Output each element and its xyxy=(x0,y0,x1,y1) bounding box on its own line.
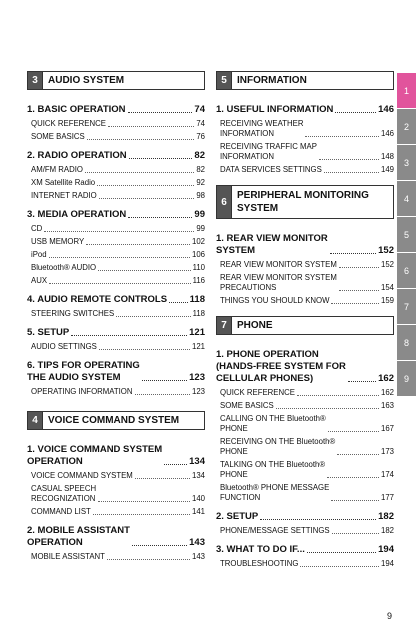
toc-right-column xyxy=(216,71,394,569)
section-number: 7 xyxy=(217,317,231,334)
toc-subentry-label: COMMAND LIST xyxy=(31,507,91,516)
dot-leader xyxy=(260,519,376,520)
toc-entry-page: 146 xyxy=(378,104,394,115)
toc-subentry-page: 163 xyxy=(380,401,394,410)
toc-subentry[interactable] xyxy=(27,191,205,201)
toc-subentry-page: 143 xyxy=(191,552,205,561)
toc-left-column xyxy=(27,71,205,562)
dot-leader xyxy=(86,244,190,245)
toc-subentry-label: QUICK REFERENCE xyxy=(31,119,106,128)
dot-leader xyxy=(330,253,376,254)
toc-subentry[interactable] xyxy=(27,178,205,188)
dot-leader xyxy=(99,349,190,350)
toc-entry-page: 152 xyxy=(378,245,394,256)
toc-subentry-label: AUX xyxy=(31,276,48,285)
section-number: 5 xyxy=(217,72,231,89)
dot-leader xyxy=(142,380,187,381)
toc-subentry-label: OPERATING INFORMATION xyxy=(31,387,133,396)
toc-subentry-page: 194 xyxy=(380,559,394,568)
toc-subentry[interactable] xyxy=(27,250,205,260)
toc-subentry-page: 148 xyxy=(380,152,394,161)
toc-subentry-page: 118 xyxy=(192,309,205,318)
chapter-tab-3[interactable]: 3 xyxy=(397,145,416,180)
dot-leader xyxy=(332,533,379,534)
dot-leader xyxy=(128,217,192,218)
toc-subentry-label: STEERING SWITCHES xyxy=(31,309,115,318)
dot-leader xyxy=(116,316,190,317)
toc-subentry-label: AM/FM RADIO xyxy=(31,165,83,174)
toc-entry-label: 2. SETUP xyxy=(216,511,259,522)
section-number: 6 xyxy=(217,186,231,218)
toc-subentry-page: 152 xyxy=(380,260,394,269)
toc-subentry[interactable] xyxy=(216,414,394,434)
toc-entry[interactable] xyxy=(216,104,394,116)
toc-subentry[interactable] xyxy=(27,471,205,481)
toc-subentry-label: VOICE COMMAND SYSTEM xyxy=(31,471,133,480)
toc-subentry-label: TALKING ON THE Bluetooth® PHONE xyxy=(220,460,326,479)
dot-leader xyxy=(348,381,376,382)
toc-subentry[interactable] xyxy=(216,388,394,398)
dot-leader xyxy=(319,159,379,160)
toc-entry[interactable] xyxy=(27,444,205,468)
chapter-tab-8[interactable]: 8 xyxy=(397,325,416,360)
section-header-voice-command xyxy=(27,411,205,430)
toc-subentry-page: 159 xyxy=(380,296,394,305)
dot-leader xyxy=(128,112,193,113)
toc-subentry-page: 121 xyxy=(191,342,205,351)
toc-subentry-page: 92 xyxy=(196,178,205,187)
toc-subentry-page: 106 xyxy=(191,250,205,259)
toc-subentry-page: 154 xyxy=(380,283,394,292)
dot-leader xyxy=(135,394,190,395)
toc-subentry-page: 123 xyxy=(191,387,205,396)
toc-subentry-label: CALLING ON THE Bluetooth® PHONE xyxy=(220,414,326,433)
toc-subentry[interactable] xyxy=(216,142,394,162)
toc-entry[interactable] xyxy=(216,511,394,523)
toc-subentry-page: 149 xyxy=(380,165,394,174)
toc-subentry-label: Bluetooth® AUDIO xyxy=(31,263,97,272)
section-header-phone xyxy=(216,316,394,335)
toc-subentry-label: XM Satellite Radio xyxy=(31,178,96,187)
toc-entry-page: 134 xyxy=(189,456,205,467)
section-entries xyxy=(216,233,394,306)
dot-leader xyxy=(85,172,194,173)
toc-entry-page: 143 xyxy=(189,537,205,548)
section-title: VOICE COMMAND SYSTEM xyxy=(42,412,204,429)
dot-leader xyxy=(276,408,379,409)
section-entries xyxy=(27,104,205,397)
dot-leader xyxy=(339,290,379,291)
toc-subentry-label: DATA SERVICES SETTINGS xyxy=(220,165,322,174)
chapter-tab-strip xyxy=(397,73,416,397)
toc-entry-label: 1. VOICE COMMAND SYSTEM OPERATION xyxy=(27,444,163,467)
toc-subentry-page: 98 xyxy=(196,191,205,200)
dot-leader xyxy=(297,395,379,396)
toc-subentry-page: 173 xyxy=(380,447,394,456)
toc-subentry[interactable] xyxy=(27,309,205,319)
dot-leader xyxy=(132,545,187,546)
chapter-tab-6[interactable]: 6 xyxy=(397,253,416,288)
toc-subentry[interactable] xyxy=(27,263,205,273)
dot-leader xyxy=(97,185,194,186)
toc-subentry[interactable] xyxy=(216,437,394,457)
chapter-tab-5[interactable]: 5 xyxy=(397,217,416,252)
toc-subentry-page: 82 xyxy=(196,165,205,174)
toc-subentry-page: 174 xyxy=(380,470,394,479)
dot-leader xyxy=(87,139,195,140)
toc-subentry-label: SOME BASICS xyxy=(220,401,274,410)
toc-entry-label: 3. MEDIA OPERATION xyxy=(27,209,127,220)
toc-subentry-page: 167 xyxy=(380,424,394,433)
dot-leader xyxy=(93,514,190,515)
toc-entry[interactable] xyxy=(27,150,205,162)
toc-subentry-label: iPod xyxy=(31,250,47,259)
toc-entry[interactable] xyxy=(27,525,205,549)
toc-subentry-page: 140 xyxy=(191,494,205,503)
dot-leader xyxy=(44,231,194,232)
toc-entry[interactable] xyxy=(27,360,205,384)
toc-subentry[interactable] xyxy=(216,483,394,503)
toc-entry-page: 123 xyxy=(189,372,205,383)
toc-entry[interactable] xyxy=(216,233,394,257)
toc-subentry[interactable] xyxy=(27,132,205,142)
toc-subentry[interactable] xyxy=(27,342,205,352)
chapter-tab-2[interactable]: 2 xyxy=(397,109,416,144)
toc-subentry-label: Bluetooth® PHONE MESSAGE FUNCTION xyxy=(220,483,330,502)
toc-subentry[interactable] xyxy=(216,526,394,536)
dot-leader xyxy=(324,172,379,173)
toc-subentry-page: 182 xyxy=(380,526,394,535)
toc-subentry-page: 74 xyxy=(196,119,205,128)
toc-entry-label: 1. PHONE OPERATION (HANDS-FREE SYSTEM FOR CELLULAR PHONES) xyxy=(216,349,346,384)
section-number: 3 xyxy=(28,72,42,89)
dot-leader xyxy=(49,283,191,284)
toc-subentry[interactable] xyxy=(27,224,205,234)
dot-leader xyxy=(300,566,379,567)
toc-entry-page: 162 xyxy=(378,373,394,384)
toc-subentry[interactable] xyxy=(216,401,394,411)
dot-leader xyxy=(99,198,195,199)
toc-subentry-label: RECEIVING WEATHER INFORMATION xyxy=(220,119,304,138)
dot-leader xyxy=(71,335,187,336)
toc-subentry-label: RECEIVING TRAFFIC MAP INFORMATION xyxy=(220,142,317,161)
dot-leader xyxy=(98,270,190,271)
toc-subentry-page: 134 xyxy=(191,471,205,480)
toc-entry-label: 1. USEFUL INFORMATION xyxy=(216,104,334,115)
toc-entry-label: 5. SETUP xyxy=(27,327,70,338)
toc-subentry-page: 141 xyxy=(191,507,205,516)
toc-subentry-label: REAR VIEW MONITOR SYSTEM PRECAUTIONS xyxy=(220,273,337,292)
toc-subentry-label: TROUBLESHOOTING xyxy=(220,559,299,568)
section-title: PERIPHERAL MONITORING SYSTEM xyxy=(231,186,393,218)
dot-leader xyxy=(135,478,190,479)
toc-entry-page: 99 xyxy=(194,209,205,220)
dot-leader xyxy=(129,158,193,159)
toc-entry-page: 74 xyxy=(194,104,205,115)
toc-subentry-page: 116 xyxy=(192,276,205,285)
toc-subentry[interactable] xyxy=(216,559,394,569)
dot-leader xyxy=(331,303,379,304)
toc-entry[interactable] xyxy=(27,327,205,339)
toc-subentry[interactable] xyxy=(27,552,205,562)
toc-subentry-page: 162 xyxy=(380,388,394,397)
toc-entry[interactable] xyxy=(27,294,205,306)
dot-leader xyxy=(108,126,194,127)
toc-subentry[interactable] xyxy=(27,237,205,247)
toc-subentry-page: 102 xyxy=(191,237,205,246)
toc-subentry-page: 99 xyxy=(196,224,205,233)
toc-entry[interactable] xyxy=(216,544,394,556)
chapter-tab-7[interactable]: 7 xyxy=(397,289,416,324)
toc-subentry-page: 76 xyxy=(196,132,205,141)
chapter-tab-4[interactable]: 4 xyxy=(397,181,416,216)
toc-entry-page: 82 xyxy=(194,150,205,161)
toc-entry-label: 2. RADIO OPERATION xyxy=(27,150,127,161)
toc-subentry-label: CD xyxy=(31,224,43,233)
toc-entry-label: 1. REAR VIEW MONITOR SYSTEM xyxy=(216,233,328,256)
section-entries xyxy=(216,104,394,175)
toc-subentry[interactable] xyxy=(216,165,394,175)
chapter-tab-9[interactable]: 9 xyxy=(397,361,416,396)
toc-subentry-label: INTERNET RADIO xyxy=(31,191,97,200)
dot-leader xyxy=(337,454,379,455)
toc-subentry-label: RECEIVING ON THE Bluetooth® PHONE xyxy=(220,437,336,456)
page-number: 9 xyxy=(386,611,392,621)
toc-entry-page: 182 xyxy=(378,511,394,522)
toc-subentry[interactable] xyxy=(27,387,205,397)
toc-subentry[interactable] xyxy=(27,276,205,286)
toc-subentry[interactable] xyxy=(27,507,205,517)
toc-subentry[interactable] xyxy=(27,119,205,129)
toc-subentry[interactable] xyxy=(27,484,205,504)
dot-leader xyxy=(164,464,187,465)
toc-subentry-page: 177 xyxy=(380,493,394,502)
dot-leader xyxy=(331,500,379,501)
toc-subentry-page: 110 xyxy=(192,263,205,272)
toc-subentry[interactable] xyxy=(216,260,394,270)
dot-leader xyxy=(49,257,190,258)
section-entries xyxy=(27,444,205,562)
toc-subentry[interactable] xyxy=(216,119,394,139)
section-entries xyxy=(216,349,394,569)
toc-subentry-label: CASUAL SPEECH RECOGNIZATION xyxy=(31,484,97,503)
dot-leader xyxy=(339,267,379,268)
toc-subentry-label: THINGS YOU SHOULD KNOW xyxy=(220,296,330,305)
section-header-information xyxy=(216,71,394,90)
toc-subentry-label: REAR VIEW MONITOR SYSTEM xyxy=(220,260,337,269)
toc-subentry-label: QUICK REFERENCE xyxy=(220,388,295,397)
toc-subentry-label: AUDIO SETTINGS xyxy=(31,342,97,351)
toc-entry[interactable] xyxy=(27,209,205,221)
section-header-peripheral-monitoring xyxy=(216,185,394,219)
toc-entry[interactable] xyxy=(27,104,205,116)
dot-leader xyxy=(169,302,188,303)
toc-entry-label: 6. TIPS FOR OPERATING THE AUDIO SYSTEM xyxy=(27,360,140,383)
toc-subentry-label: SOME BASICS xyxy=(31,132,85,141)
toc-subentry-label: MOBILE ASSISTANT xyxy=(31,552,105,561)
section-title: AUDIO SYSTEM xyxy=(42,72,204,89)
section-title: INFORMATION xyxy=(231,72,393,89)
toc-entry-page: 121 xyxy=(189,327,205,338)
toc-entry-label: 2. MOBILE ASSISTANT OPERATION xyxy=(27,525,130,548)
toc-subentry-label: PHONE/MESSAGE SETTINGS xyxy=(220,526,330,535)
toc-subentry[interactable] xyxy=(216,296,394,306)
toc-subentry-page: 146 xyxy=(380,129,394,138)
toc-subentry[interactable] xyxy=(216,273,394,293)
dot-leader xyxy=(327,477,379,478)
section-title: PHONE xyxy=(231,317,393,334)
toc-entry-page: 194 xyxy=(378,544,394,555)
toc-entry-label: 1. BASIC OPERATION xyxy=(27,104,126,115)
toc-subentry-label: USB MEMORY xyxy=(31,237,85,246)
dot-leader xyxy=(107,559,190,560)
dot-leader xyxy=(98,501,190,502)
toc-entry-label: 3. WHAT TO DO IF... xyxy=(216,544,305,555)
section-header-audio xyxy=(27,71,205,90)
dot-leader xyxy=(305,136,379,137)
toc-subentry[interactable] xyxy=(27,165,205,175)
dot-leader xyxy=(335,112,376,113)
toc-subentry[interactable] xyxy=(216,460,394,480)
dot-leader xyxy=(307,552,376,553)
toc-entry-page: 118 xyxy=(189,294,205,305)
dot-leader xyxy=(328,431,379,432)
toc-entry-label: 4. AUDIO REMOTE CONTROLS xyxy=(27,294,168,305)
chapter-tab-1[interactable]: 1 xyxy=(397,73,416,108)
section-number: 4 xyxy=(28,412,42,429)
toc-entry[interactable] xyxy=(216,349,394,385)
